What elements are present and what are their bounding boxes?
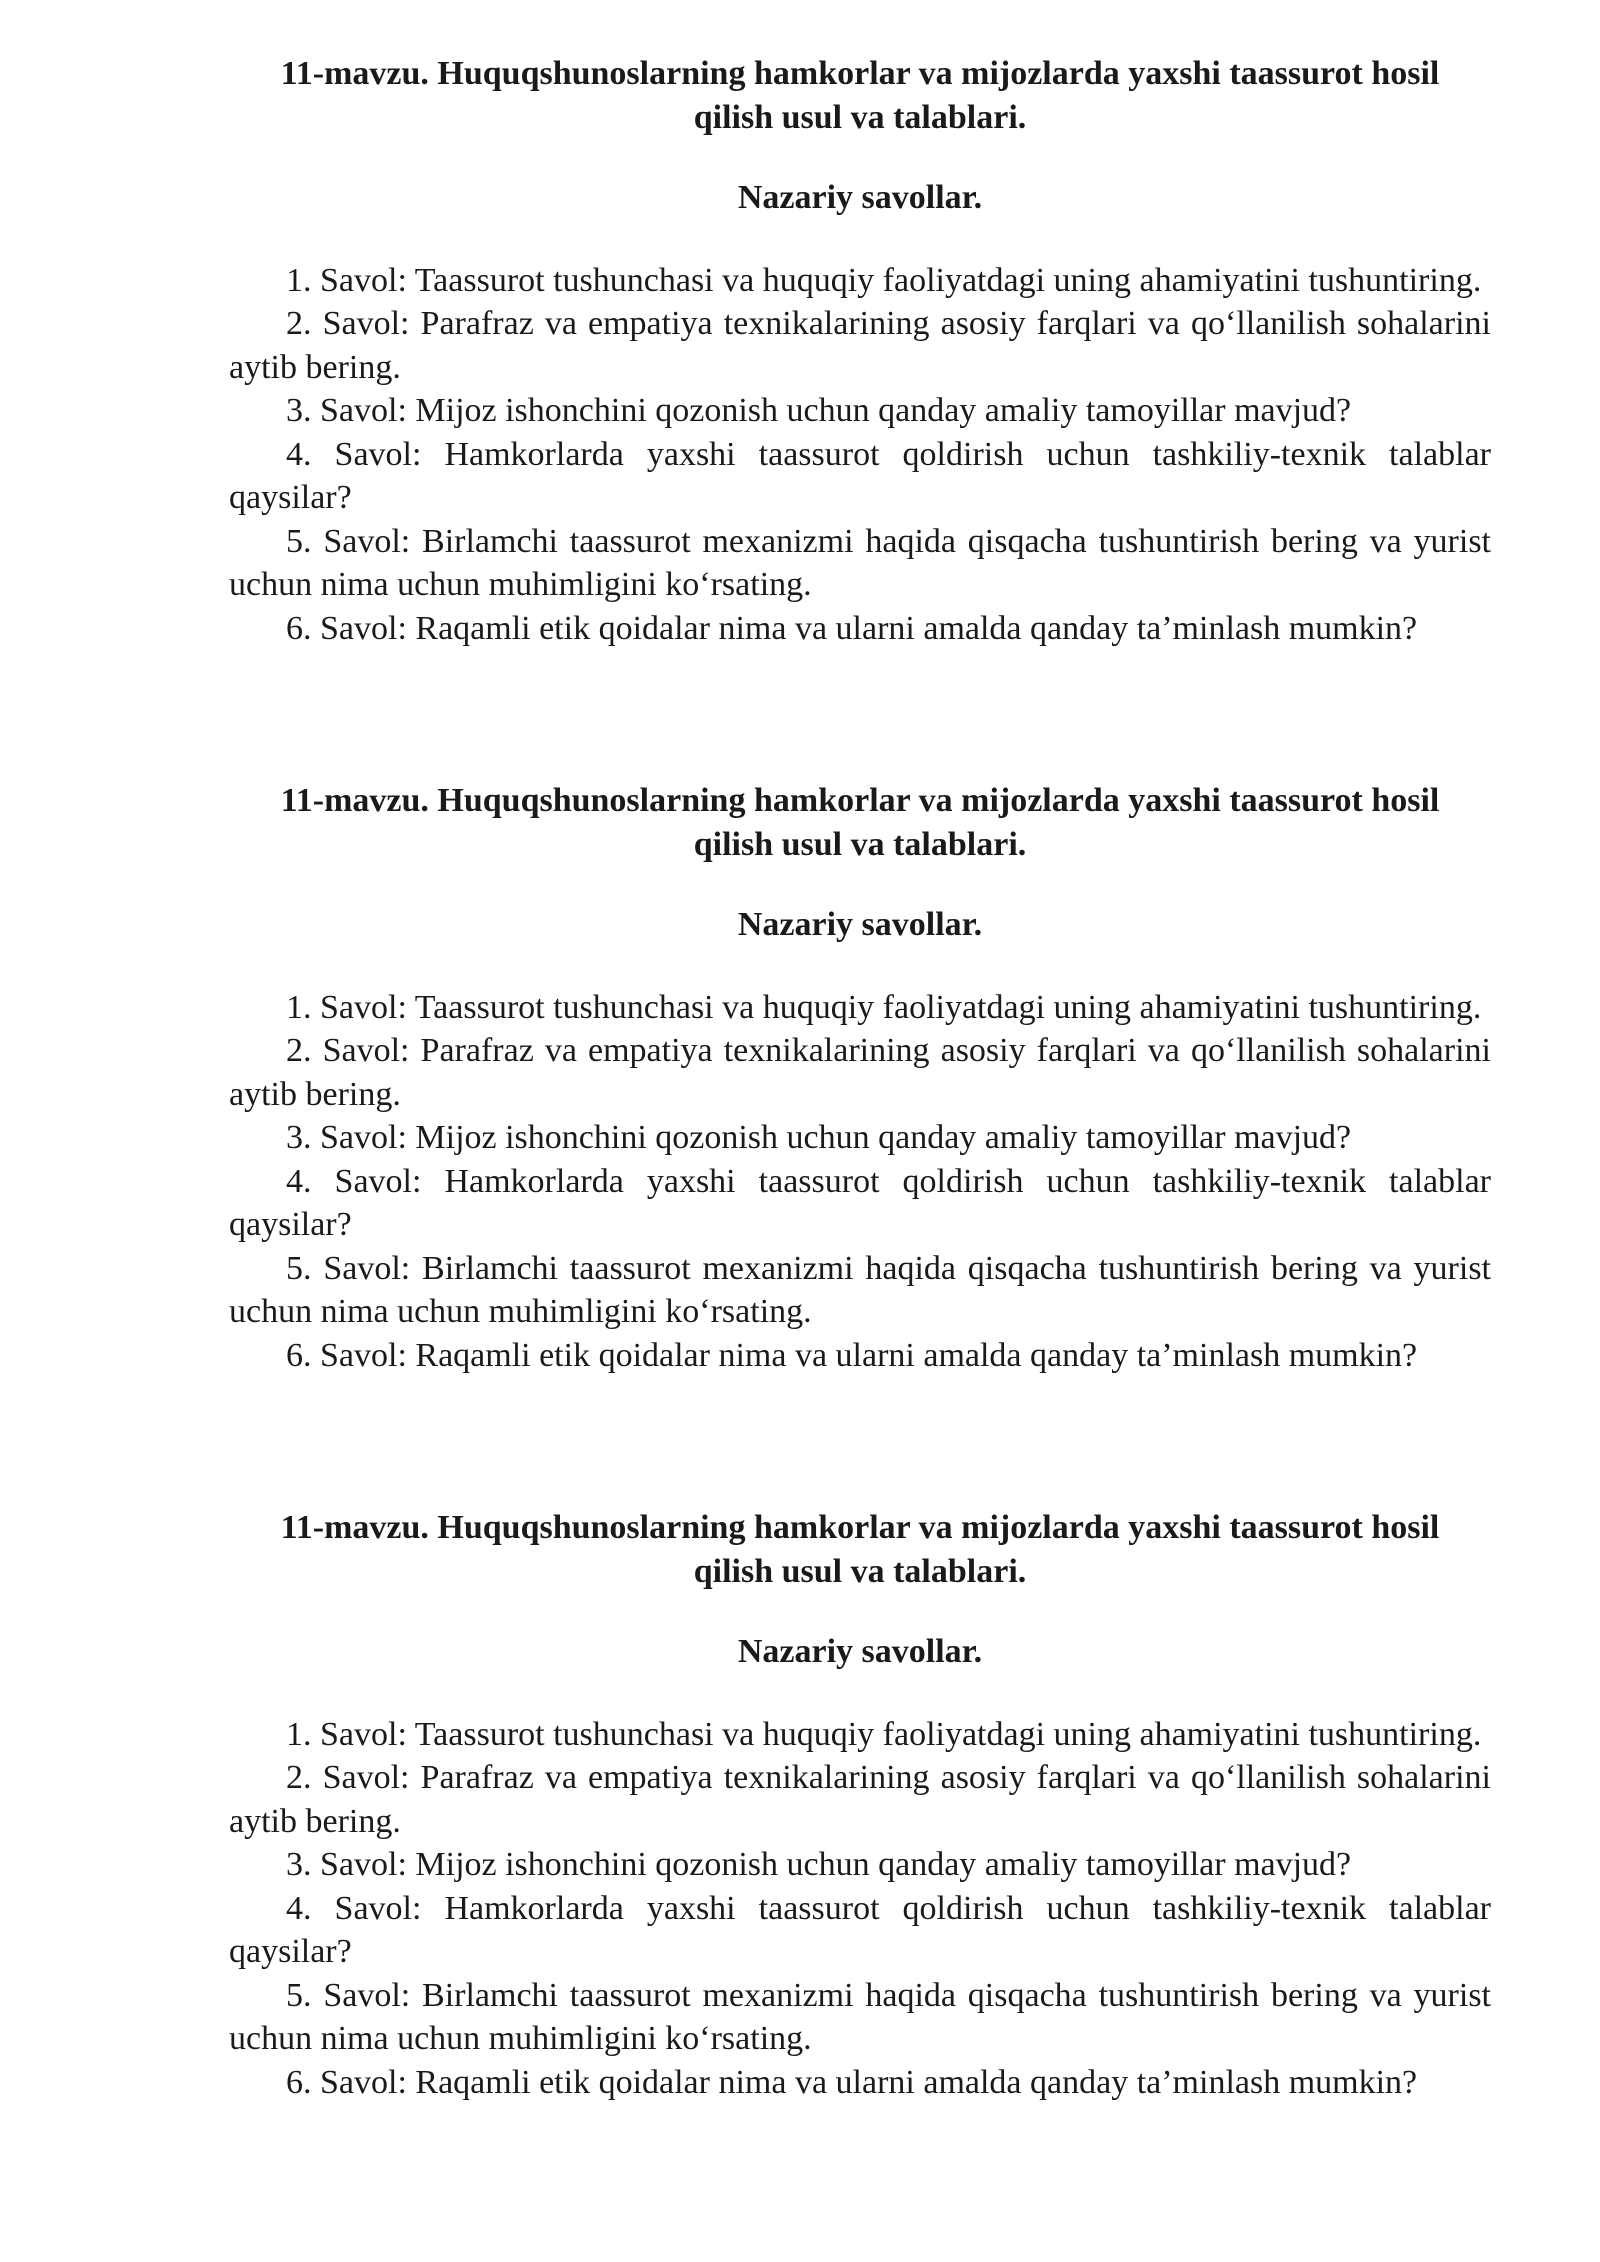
question-item: 6. Savol: Raqamli etik qoidalar nima va ularni amalda qanday ta’minlash mumkin?	[286, 2063, 1418, 2101]
question-item: 6. Savol: Raqamli etik qoidalar nima va ularni amalda qanday ta’minlash mumkin?	[286, 1336, 1418, 1374]
question-list	[229, 259, 1491, 651]
question-item: 2. Savol: Parafraz va empatiya texnikalarining asosiy farqlari va qo‘llanilish sohalarini aytib bering.	[229, 305, 1491, 386]
question-item: 5. Savol: Birlamchi taassurot mexanizmi haqida qisqacha tushuntirish bering va yurist uchun nima uchun muhimligini ko‘rsating.	[229, 1249, 1491, 1330]
question-item: 1. Savol: Taassurot tushunchasi va huquqiy faoliyatdagi uning ahamiyatini tushuntiring.	[286, 261, 1482, 299]
question-item: 4. Savol: Hamkorlarda yaxshi taassurot qoldirish uchun tashkiliy-texnik talablar qaysilar?	[229, 435, 1491, 516]
topic-section	[229, 779, 1491, 1377]
question-item: 1. Savol: Taassurot tushunchasi va huquqiy faoliyatdagi uning ahamiyatini tushuntiring.	[286, 1715, 1482, 1753]
question-item: 2. Savol: Parafraz va empatiya texnikalarining asosiy farqlari va qo‘llanilish sohalarini aytib bering.	[229, 1759, 1491, 1840]
question-item: 2. Savol: Parafraz va empatiya texnikalarining asosiy farqlari va qo‘llanilish sohalarini aytib bering.	[229, 1032, 1491, 1113]
topic-section	[229, 1506, 1491, 2104]
section-subtitle: Nazariy savollar.	[737, 179, 983, 216]
question-item: 5. Savol: Birlamchi taassurot mexanizmi haqida qisqacha tushuntirish bering va yurist uchun nima uchun muhimligini ko‘rsating.	[229, 522, 1491, 603]
question-item: 3. Savol: Mijoz ishonchini qozonish uchun qanday amaliy tamoyillar mavjud?	[286, 1846, 1352, 1883]
question-item: 6. Savol: Raqamli etik qoidalar nima va ularni amalda qanday ta’minlash mumkin?	[286, 609, 1418, 647]
question-item: 3. Savol: Mijoz ishonchini qozonish uchun qanday amaliy tamoyillar mavjud?	[286, 392, 1352, 429]
topic-section	[229, 52, 1491, 650]
question-item: 5. Savol: Birlamchi taassurot mexanizmi haqida qisqacha tushuntirish bering va yurist uchun nima uchun muhimligini ko‘rsating.	[229, 1976, 1491, 2057]
question-item: 1. Savol: Taassurot tushunchasi va huquqiy faoliyatdagi uning ahamiyatini tushuntiring.	[286, 988, 1482, 1026]
question-list	[229, 986, 1491, 1378]
question-item: 3. Savol: Mijoz ishonchini qozonish uchun qanday amaliy tamoyillar mavjud?	[286, 1119, 1352, 1156]
section-subtitle: Nazariy savollar.	[737, 1633, 983, 1670]
topic-title: 11-mavzu. Huquqshunoslarning hamkorlar va mijozlarda yaxshi taassurot hosil qilish usul va talablari.	[280, 55, 1440, 136]
question-item: 4. Savol: Hamkorlarda yaxshi taassurot qoldirish uchun tashkiliy-texnik talablar qaysilar?	[229, 1889, 1491, 1970]
topic-title: 11-mavzu. Huquqshunoslarning hamkorlar va mijozlarda yaxshi taassurot hosil qilish usul va talablari.	[280, 1509, 1440, 1590]
topic-title: 11-mavzu. Huquqshunoslarning hamkorlar va mijozlarda yaxshi taassurot hosil qilish usul va talablari.	[280, 782, 1440, 863]
question-list	[229, 1713, 1491, 2105]
question-item: 4. Savol: Hamkorlarda yaxshi taassurot qoldirish uchun tashkiliy-texnik talablar qaysilar?	[229, 1162, 1491, 1243]
section-subtitle: Nazariy savollar.	[737, 906, 983, 943]
